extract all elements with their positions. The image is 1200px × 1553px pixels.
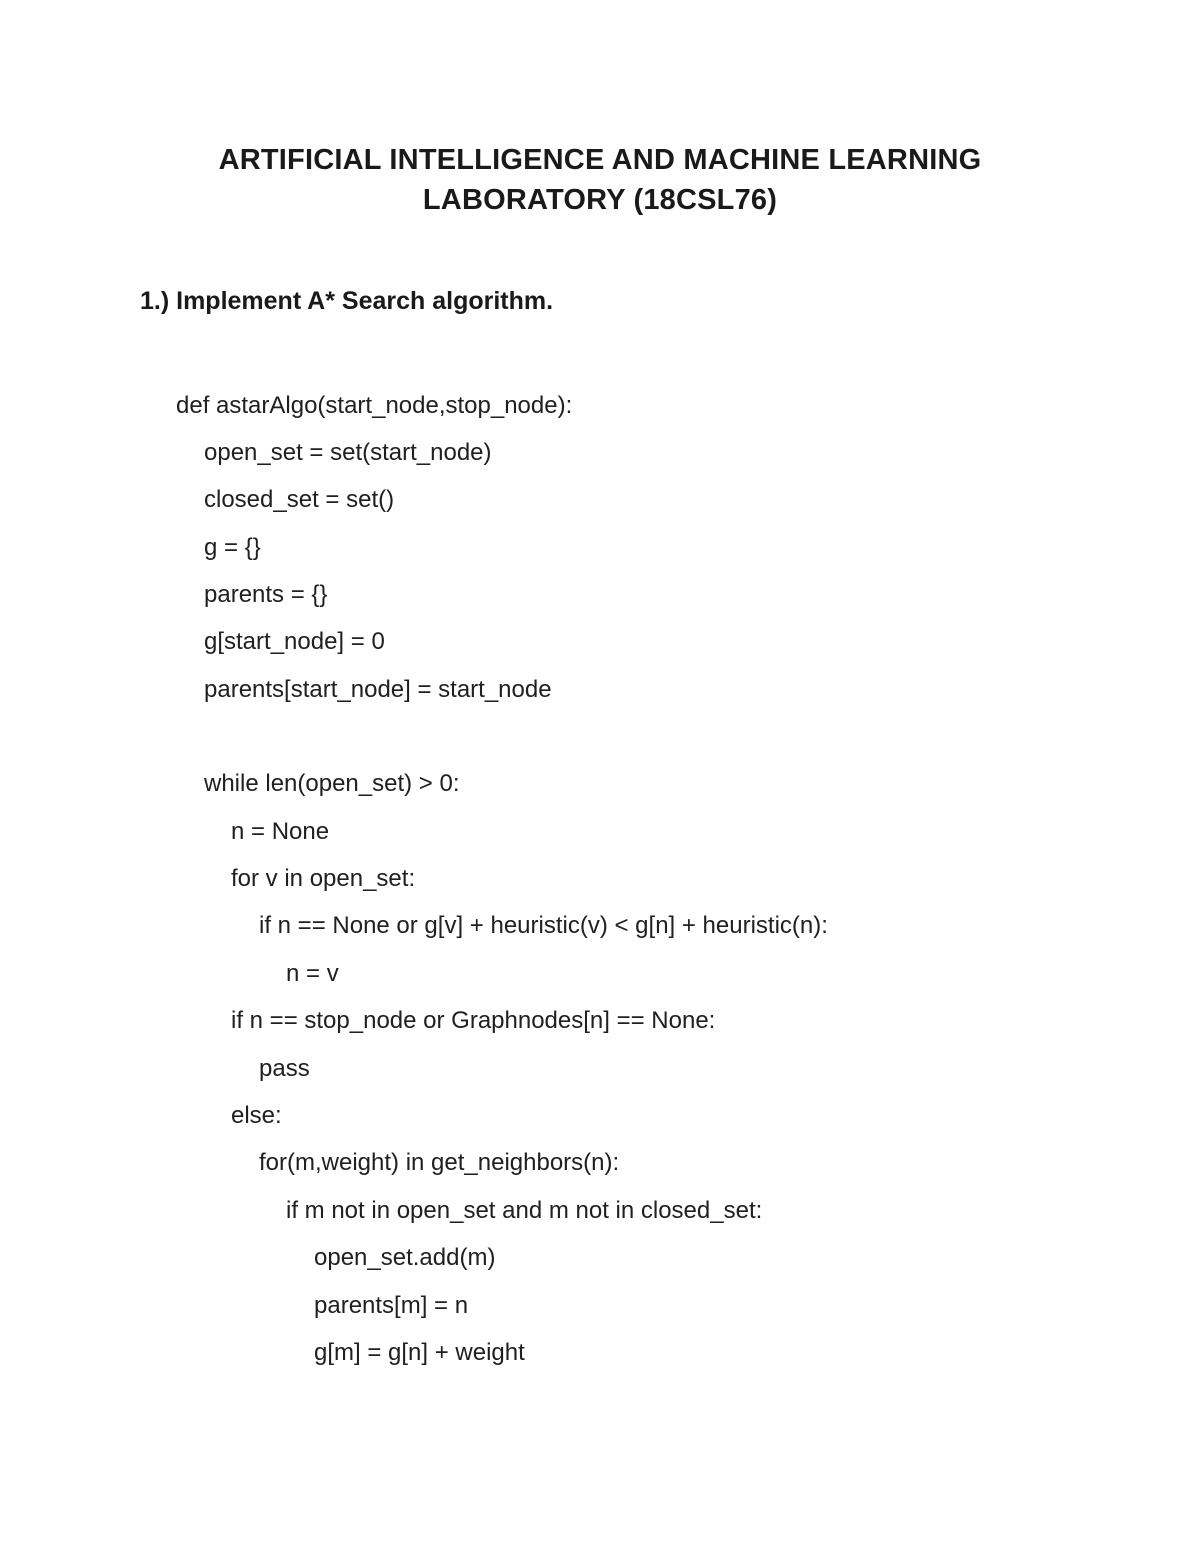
code-line: n = v [286,960,339,987]
code-line: for(m,weight) in get_neighbors(n): [259,1149,620,1176]
code-line: parents[m] = n [314,1292,469,1319]
code-line: closed_set = set() [204,486,395,513]
code-line: n = None [231,818,330,845]
code-line: else: [231,1102,282,1129]
code-line: if n == stop_node or Graphnodes[n] == None: [231,1007,716,1034]
code-line: def astarAlgo(start_node,stop_node): [176,392,573,419]
code-line: g[start_node] = 0 [204,628,385,655]
question-heading: 1.) Implement A* Search algorithm. [140,287,554,315]
title-line-2: LABORATORY (18CSL76) [422,184,778,216]
code-line: while len(open_set) > 0: [204,770,460,797]
code-line: if m not in open_set and m not in closed_set: [286,1197,763,1224]
code-line: for v in open_set: [231,865,416,892]
code-line: g = {} [204,534,261,561]
code-line: parents[start_node] = start_node [204,676,552,703]
code-line: pass [259,1055,310,1082]
code-line: if n == None or g[v] + heuristic(v) < g[n] + heuristic(n): [259,912,828,939]
code-line: open_set.add(m) [314,1244,496,1271]
code-line: g[m] = g[n] + weight [314,1339,525,1366]
code-line: open_set = set(start_node) [204,439,492,466]
title-line-1: ARTIFICIAL INTELLIGENCE AND MACHINE LEARNING [218,144,982,176]
code-line: parents = {} [204,581,328,608]
